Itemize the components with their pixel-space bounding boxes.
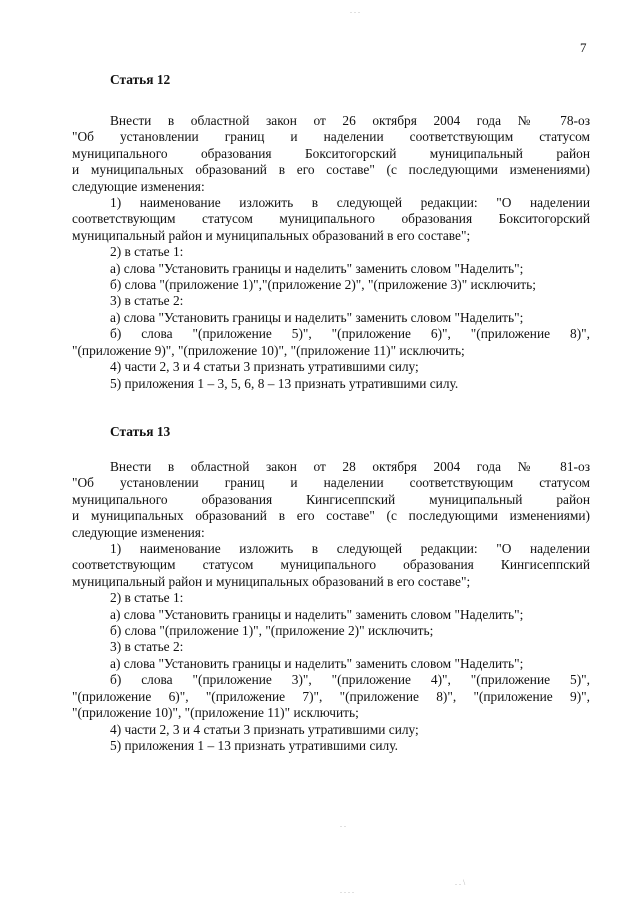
article-13-item-line: 4) части 2, 3 и 4 статьи 3 признать утратившими силу; [110, 721, 419, 737]
page-number: 7 [580, 40, 587, 55]
article-12-intro-line: следующие изменения: [72, 178, 205, 194]
article-13-intro-line: Внести в областной закон от 28 октября 2004 года № 81-оз [110, 459, 590, 474]
article-12-item-line: б) слова "(приложение 1)","(приложение 2)", "(приложение 3)" исключить; [110, 277, 536, 293]
article-13-heading: Статья 13 [110, 424, 171, 439]
article-13-intro-line: следующие изменения: [72, 524, 205, 540]
article-12-item-line: а) слова "Установить границы и наделить" заменить словом "Наделить"; [110, 260, 524, 276]
article-13-item-line: а) слова "Установить границы и наделить" заменить словом "Наделить"; [110, 606, 524, 622]
article-12-item-line: 4) части 2, 3 и 4 статьи 3 признать утратившими силу; [110, 359, 419, 375]
scan-speck: . . . [350, 6, 360, 15]
article-13-item-line: муниципальный район и муниципальных образований в его составе"; [72, 573, 471, 589]
article-12-item-line: 3) в статье 2: [110, 293, 184, 309]
article-12-item-line: а) слова "Установить границы и наделить" заменить словом "Наделить"; [110, 309, 524, 325]
article-12-item-line: "(приложение 9)", "(приложение 10)", "(приложение 11)" исключить; [72, 342, 465, 358]
article-12-item-line: 2) в статье 1: [110, 244, 184, 260]
article-12-heading: Статья 12 [110, 72, 171, 87]
article-13-item-line: б) слова "(приложение 1)", "(приложение 2)" исключить; [110, 623, 434, 639]
article-12-item-line: муниципальный район и муниципальных образований в его составе"; [72, 227, 471, 243]
article-13-intro-line: и муниципальных образований в его составе" (с последующими изменениями) [72, 508, 590, 524]
scan-speck: . . . . [340, 886, 354, 895]
article-13-item-line: "(приложение 10)", "(приложение 11)" исключить; [72, 705, 359, 721]
article-13-item-line: 2) в статье 1: [110, 590, 184, 606]
article-12-item-line: б) слова "(приложение 5)", "(приложение 6)", "(приложение 8)", [110, 326, 590, 342]
article-12-item-line: 1) наименование изложить в следующей редакции: "О наделении [110, 195, 590, 211]
article-12-intro-line: и муниципальных образований в его составе" (с последующими изменениями) [72, 162, 590, 178]
article-13-item-line: "(приложение 6)", "(приложение 7)", "(приложение 8)", "(приложение 9)", [72, 688, 590, 704]
scan-speck: . . [340, 820, 346, 829]
article-13-item-line: б) слова "(приложение 3)", "(приложение 4)", "(приложение 5)", [110, 672, 590, 688]
article-13-body [72, 459, 590, 754]
article-13-item-line: а) слова "Установить границы и наделить" заменить словом "Наделить"; [110, 655, 524, 671]
article-12-intro-line: "Об установлении границ и наделении соответствующим статусом [72, 129, 590, 145]
article-12-item-line: соответствующим статусом муниципального образования Бокситогорский [72, 211, 590, 227]
article-12-item-line: 5) приложения 1 – 3, 5, 6, 8 – 13 признать утратившими силу. [110, 375, 459, 391]
article-13-item-line: 1) наименование изложить в следующей редакции: "О наделении [110, 541, 590, 557]
article-12-intro-line: муниципального образования Бокситогорский муниципальный район [72, 145, 590, 161]
article-13-item-line: 3) в статье 2: [110, 639, 184, 655]
scan-speck: . . \ [455, 878, 466, 887]
article-13-intro-line: муниципального образования Кингисеппский муниципальный район [72, 491, 590, 507]
article-13-item-line: 5) приложения 1 – 13 признать утратившими силу. [110, 737, 398, 753]
article-13-intro-line: "Об установлении границ и наделении соответствующим статусом [72, 475, 590, 491]
article-12-intro-line: Внести в областной закон от 26 октября 2004 года № 78-оз [110, 113, 590, 128]
article-12-body [72, 113, 590, 392]
article-13-item-line: соответствующим статусом муниципального образования Кингисеппский [72, 557, 590, 573]
